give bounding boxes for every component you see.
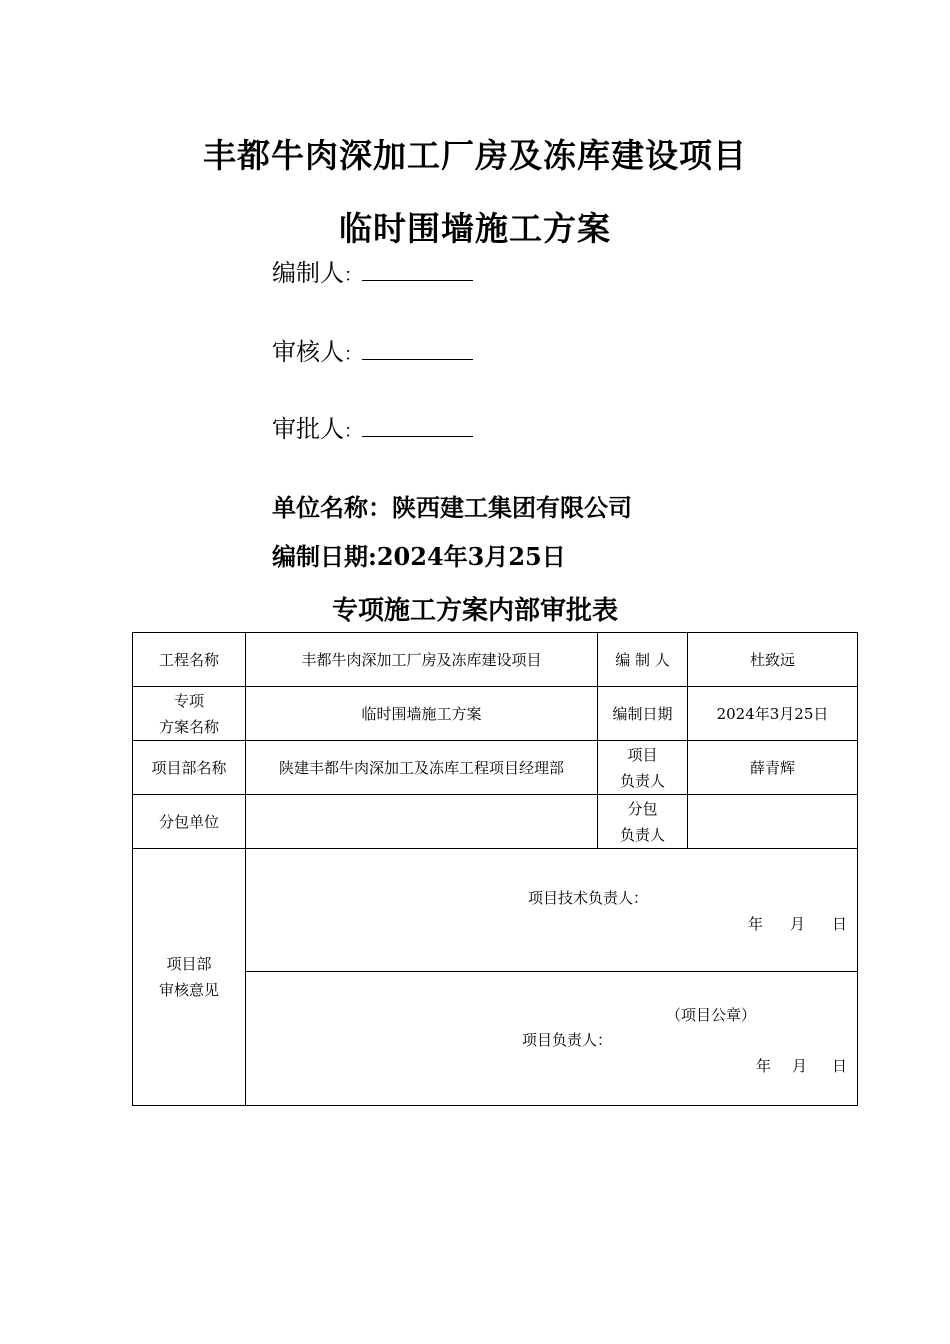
subcontractor-value[interactable] bbox=[246, 795, 598, 849]
lead-date-year: 年 bbox=[756, 1057, 772, 1075]
tech-date-month: 月 bbox=[790, 915, 806, 933]
project-seal: （项目公章） bbox=[666, 1006, 757, 1024]
reviewer-sign-line bbox=[272, 335, 473, 369]
approval-table-title: 专项施工方案内部审批表 bbox=[331, 596, 618, 626]
lead-date-month: 月 bbox=[792, 1057, 808, 1075]
tech-date-year: 年 bbox=[748, 915, 764, 933]
project-lead-review-cell[interactable] bbox=[246, 972, 858, 1106]
project-lead-label-line1: 项目 bbox=[627, 745, 658, 764]
subcontractor-label: 分包单位 bbox=[133, 795, 246, 849]
table-row bbox=[133, 633, 858, 687]
review-opinion-label bbox=[133, 849, 246, 1106]
tech-lead-review-cell[interactable] bbox=[246, 849, 858, 972]
approver-sign-line bbox=[272, 412, 473, 446]
project-lead-label bbox=[598, 741, 688, 795]
compiler-colon: ： bbox=[344, 265, 362, 286]
table-row bbox=[133, 849, 858, 972]
compile-date: 编制日期:2024年3月25日 bbox=[272, 542, 566, 571]
plan-name-label-line2: 方案名称 bbox=[158, 717, 219, 736]
lead-date-day: 日 bbox=[832, 1057, 848, 1075]
reviewer-colon: ： bbox=[344, 344, 362, 365]
project-lead-value: 薛青辉 bbox=[688, 741, 858, 795]
reviewer-label: 审核人 bbox=[272, 338, 344, 366]
compiler-sign-line bbox=[272, 256, 473, 290]
compile-date-label: 编制日期 bbox=[598, 687, 688, 741]
approver-blank[interactable] bbox=[362, 412, 473, 437]
project-name-value: 丰都牛肉深加工厂房及冻库建设项目 bbox=[246, 633, 598, 687]
sub-lead-label-line1: 分包 bbox=[627, 799, 658, 818]
project-lead-label-line2: 负责人 bbox=[619, 771, 665, 790]
approval-table bbox=[132, 632, 858, 1106]
plan-name-label bbox=[133, 687, 246, 741]
compile-date-value: 2024年3月25日 bbox=[688, 687, 858, 741]
approver-label: 审批人 bbox=[272, 415, 344, 443]
plan-name-value: 临时围墙施工方案 bbox=[246, 687, 598, 741]
tech-date-day: 日 bbox=[832, 915, 848, 933]
tech-lead-sign-label: 项目技术负责人： bbox=[528, 889, 649, 907]
table-row bbox=[133, 795, 858, 849]
compiler-label: 编制人 bbox=[272, 259, 344, 287]
project-name-label: 工程名称 bbox=[133, 633, 246, 687]
dept-name-value: 陕建丰都牛肉深加工及冻库工程项目经理部 bbox=[246, 741, 598, 795]
reviewer-blank[interactable] bbox=[362, 335, 473, 360]
compiler-label-cell: 编 制 人 bbox=[598, 633, 688, 687]
table-row bbox=[133, 687, 858, 741]
document-title: 丰都牛肉深加工厂房及冻库建设项目 bbox=[203, 136, 747, 175]
document-subtitle: 临时围墙施工方案 bbox=[339, 209, 611, 248]
approver-colon: ： bbox=[344, 421, 362, 442]
review-label-line2: 审核意见 bbox=[158, 981, 219, 999]
sub-lead-value[interactable] bbox=[688, 795, 858, 849]
plan-name-label-line1: 专项 bbox=[173, 691, 204, 710]
dept-name-label: 项目部名称 bbox=[133, 741, 246, 795]
unit-name: 单位名称：陕西建工集团有限公司 bbox=[272, 493, 632, 522]
review-label-line1: 项目部 bbox=[166, 955, 212, 973]
compiler-blank[interactable] bbox=[362, 256, 473, 281]
sub-lead-label bbox=[598, 795, 688, 849]
project-lead-sign-label: 项目负责人： bbox=[522, 1031, 613, 1049]
table-row bbox=[133, 741, 858, 795]
sub-lead-label-line2: 负责人 bbox=[619, 825, 665, 844]
compiler-value: 杜致远 bbox=[688, 633, 858, 687]
